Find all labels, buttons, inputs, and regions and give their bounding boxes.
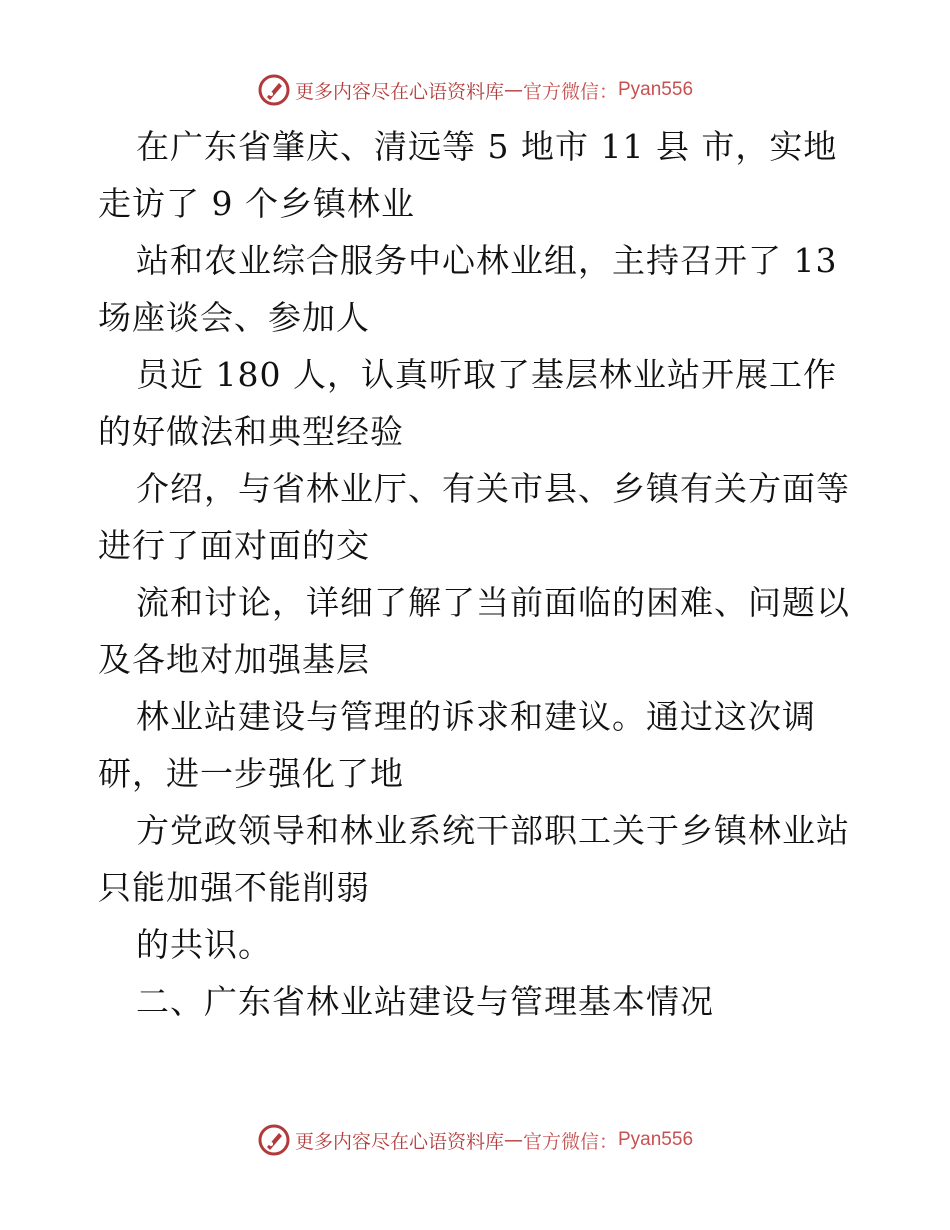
text-line: 的共识。 [136, 925, 272, 964]
header-watermark [0, 72, 950, 108]
text-line: 站和农业综合服务中心林业组，主持召开了 13 [136, 241, 838, 280]
watermark-label: 官方微信： [522, 1130, 618, 1153]
footer-watermark [0, 1122, 950, 1158]
text-line: 在广东省肇庆、清远等 5 地市 11 县 市，实地 [136, 127, 838, 166]
watermark-wechat-id: Pyan556 [618, 1129, 694, 1150]
text-line: 只能加强不能削弱 [98, 868, 370, 907]
pen-nib-circle-icon [257, 1123, 291, 1157]
watermark-wechat-id: Pyan556 [618, 79, 694, 100]
text-line: 进行了面对面的交 [98, 526, 370, 565]
watermark-separator: — [503, 1129, 523, 1151]
text-line: 的好做法和典型经验 [98, 412, 404, 451]
text-line: 流和讨论，详细了解了当前面临的困难、问题以 [136, 583, 850, 622]
text-line: 走访了 9 个乡镇林业 [98, 184, 415, 223]
text-line: 场座谈会、参加人 [98, 298, 370, 337]
watermark-label: 官方微信： [522, 80, 618, 103]
watermark-text: 更多内容尽在心语资料库 [294, 1130, 504, 1153]
watermark-separator: — [503, 79, 523, 101]
text-line: 介绍，与省林业厅、有关市县、乡镇有关方面等 [136, 469, 850, 508]
text-line: 及各地对加强基层 [98, 640, 370, 679]
pen-nib-circle-icon [257, 73, 291, 107]
text-line: 员近 180 人，认真听取了基层林业站开展工作 [136, 355, 837, 394]
text-line: 研，进一步强化了地 [98, 754, 404, 793]
document-body [98, 118, 858, 1030]
section-heading: 二、广东省林业站建设与管理基本情况 [136, 982, 714, 1021]
text-line: 林业站建设与管理的诉求和建议。通过这次调 [136, 697, 816, 736]
watermark-text: 更多内容尽在心语资料库 [294, 80, 504, 103]
text-line: 方党政领导和林业系统干部职工关于乡镇林业站 [136, 811, 850, 850]
